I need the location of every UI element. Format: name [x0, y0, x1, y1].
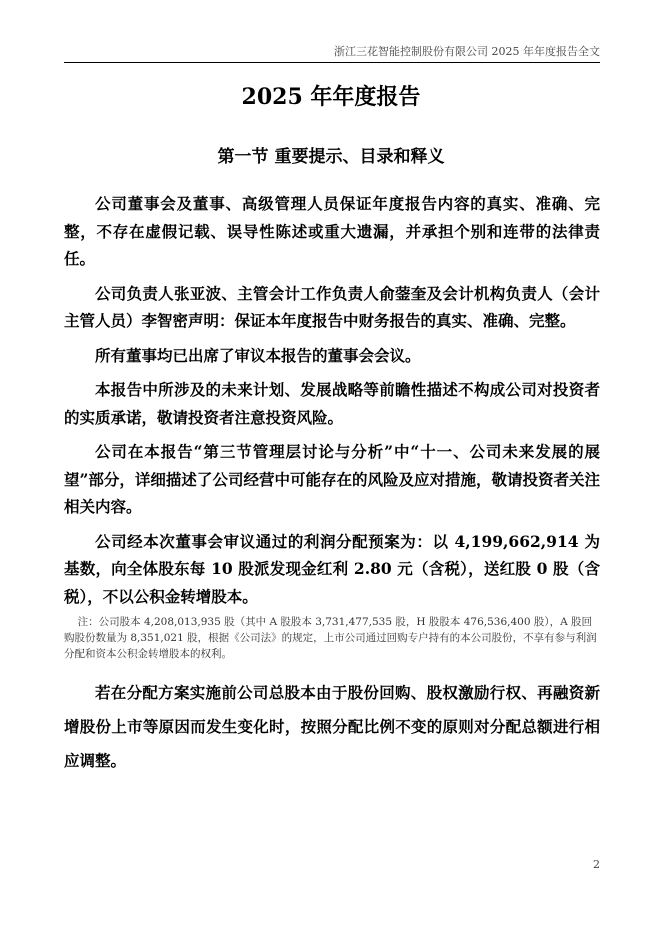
paragraph-adjustment: 若在分配方案实施前公司总股本由于股份回购、股权激励行权、再融资新增股份上市等原因而发生变化时，按照分配比例不变的原则对分配总额进行相应调整。: [64, 683, 600, 770]
paragraph-directors-attendance: 所有董事均已出席了审议本报告的董事会会议。: [95, 345, 421, 365]
section-title: 第一节 重要提示、目录和释义: [217, 147, 445, 167]
running-header: 浙江三花智能控制股份有限公司 2025 年年度报告全文: [334, 45, 600, 58]
paragraph-board-guarantee: 公司董事会及董事、高级管理人员保证年度报告内容的真实、准确、完整，不存在虚假记载、误导性陈述或重大遗漏，并承担个别和连带的法律责任。: [64, 194, 600, 268]
report-title: 2025 年年度报告: [241, 84, 421, 110]
page-number: 2: [593, 858, 600, 871]
share-capital-note: 注：公司股本 4,208,013,935 股（其中 A 股股本 3,731,477,535 股，H 股股本 476,536,400 股），A 股回购股份数量为 8,351,021 股，根据《公司法》的规定，上市公司通过回购专户持有的本公司股份，不享有参与利润分配和资本公积金转增股本的权利。: [64, 616, 597, 660]
paragraph-risk-reference: 公司在本报告“第三节管理层讨论与分析”中“十一、公司未来发展的展望”部分，详细描述了公司经营中可能存在的风险及应对措施，敬请投资者关注相关内容。: [64, 442, 600, 516]
document-body: [64, 190, 600, 785]
header-divider: [64, 62, 600, 63]
paragraph-profit-distribution: 公司经本次董事会审议通过的利润分配预案为：以 4,199,662,914 为基数，向全体股东每 10 股派发现金红利 2.80 元（含税），送红股 0 股（含税），不以公积金转增股本。: [64, 531, 600, 606]
paragraph-responsible-persons: 公司负责人张亚波、主管会计工作负责人俞蓥奎及会计机构负责人（会计主管人员）李智密声明：保证本年度报告中财务报告的真实、准确、完整。: [64, 283, 600, 330]
paragraph-forward-looking: 本报告中所涉及的未来计划、发展战略等前瞻性描述不构成公司对投资者的实质承诺，敬请投资者注意投资风险。: [64, 380, 600, 427]
